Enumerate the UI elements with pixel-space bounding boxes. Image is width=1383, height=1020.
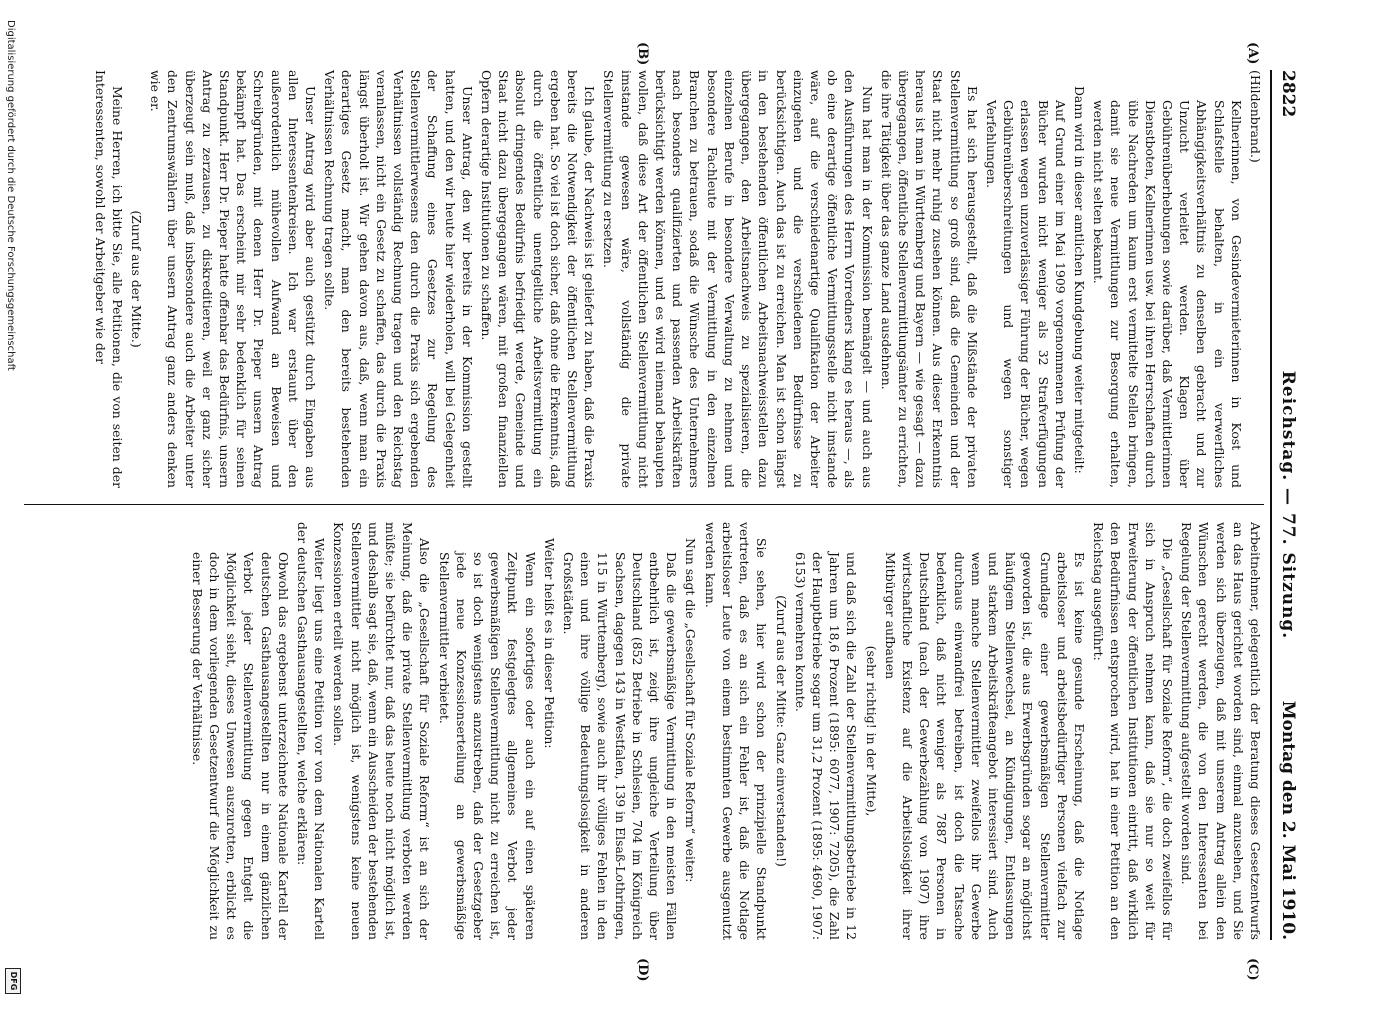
margin-marker-d: (D) — [635, 958, 650, 982]
paragraph: Dann wird in dieser amtlichen Kundgebung weiter mitgeteilt: — [1071, 86, 1087, 474]
paragraph: Die „Gesellschaft für Soziale Reform“, die doch zweifellos für sich in Anspruch nehmen kann, daß sie nur so weit für Erweiterung der öffentlichen Institutionen eintritt, daß wirklich den Bedürfnissen entsprochen wird, hat in einer Petition an den Reichstag ausgeführt: — [1091, 522, 1175, 940]
paragraph: Auf Grund einer im Mai 1909 vorgenommenen Prüfung der Bücher wurden nicht weniger als 32 Strafverfügungen erlassen wegen unzuverlässiger Führung der Bücher, wegen Gebührenüberschreitungen und wegen sonstiger Verfehlungen. — [983, 100, 1068, 488]
paragraph: Daß die gewerbsmäßige Vermittlung in den meisten Fällen entbehrlich ist, zeigt ihre ungleiche Verteilung über Deutschland (852 Betriebe in Schlesien, 704 im Königreich Sachsen, dagegen 143 in Westfalen, 139 in Elsaß-Lothringen, 115 in Württemberg), sowie auch ihr völliges Fehlen in den einen und ihre völlige Bedeutungslosigkeit in anderen Großstädten. — [561, 552, 680, 940]
paragraph: Sie sehen, hier wird schon der prinzipielle Standpunkt vertreten, daß es an sich ein Fehler ist, daß die Notlage arbeitsloser Leute von einem bestimmten Gewerbe ausgenutzt werden kann. — [702, 522, 770, 940]
session-title: Reichstag. — 77. Sitzung. — [1278, 370, 1298, 640]
margin-marker-b: (B) — [635, 42, 650, 66]
margin-marker-a: (A) — [1245, 42, 1260, 65]
paragraph: (sehr richtig! in der Mitte), — [863, 645, 879, 817]
paragraph: Obwohl das ergebenst unterzeichnete Nationale Kartell der deutschen Gasthausangestellten nur in einem gänzlichen Verbot jeder Stellenvermittlung gegen Entgelt die Möglichkeit sieht, dieses Unwesen auszurotten, erblickt es doch in dem vorliegenden Gesetzentwurf die Möglichkeit zu einer Besserung der Verhältnisse. — [189, 552, 291, 940]
paragraph: Nun hat man in der Kommission bemängelt — und auch aus den Ausführungen des Herrn Vorredners klang es heraus —, als ob eine derartige öffentliche Vermittlungsstelle nicht imstande wäre, auf die verschiedenartige Qualifikation der Arbeiter einzugehen und die verschiedenen Bedürfnisse zu berücksichtigen. Auch das ist zu erreichen. Man ist schon längst in den bestehenden öffentlichen Arbeitsnachweisstellen dazu übergegangen, den Arbeitsnachweis zu spezialisieren, die einzelnen Berufe in besondere Verwaltung zu nehmen und besondere Fachleute mit der Vermittlung in den einzelnen Branchen zu betrauen, sodaß die Wünsche des Unternehmers nach besonders qualifizierten und passenden Arbeitskräften berücksichtigt werden können, und es wird niemand behaupten wollen, daß diese Art der öffentlichen Stellenvermittlung nicht imstande gewesen wäre, vollständig die private Stellenvermittlung zu ersetzen. — [601, 70, 875, 488]
paragraph: Nun sagt die „Gesellschaft für Soziale Reform“ weiter: — [683, 538, 699, 883]
paragraph: Arbeitnehmer, gelegentlich der Beratung dieses Gesetzentwurfs an das Haus gerichtet worden sind, einmal anzusehen, und Sie werden sich überzeugen, daß mit unserem Antrag allein den Wünschen gerecht werden, die von den Interessenten bei Regelung der Stellenvermittlung aufgestellt worden sind. — [1179, 522, 1263, 940]
session-date: Montag den 2. Mai 1910. — [1278, 700, 1298, 940]
paragraph: Wenn ein sofortiges oder auch ein auf einen späteren Zeitpunkt festgelegtes allgemeines Verbot jeder gewerbsmäßigen Stellenvermittlung nicht zu erreichen ist, so ist doch wenigstens anzustreben, daß der Gesetzgeber jede neue Konzessionserteilung an gewerbsmäßige Stellenvermittler verbietet. — [436, 552, 538, 940]
page-header — [1270, 70, 1302, 940]
paragraph: Weiter heißt es in dieser Petition: — [541, 538, 557, 749]
paragraph: Unser Antrag, den wir bereits in der Kommission gestellt hatten, und den wir heute hier wiederholen, will bei Gelegenheit der Schaffung eines Gesetzes zur Regelung des Stellenvermittlerwesens den durch die Praxis sich ergebenden Verhältnissen vollständig Rechnung tragen und den Reichstag veranlassen, nicht ein Gesetz zu schaffen, das durch die Praxis längst überholt ist. Wir gehen davon aus, daß, wenn man ein derartiges Gesetz macht, man den bereits bestehenden Verhältnissen Rechnung tragen sollte. — [322, 70, 475, 488]
paragraph: Es ist keine gesunde Erscheinung, daß die Notlage arbeitsloser und arbeitsbedürftiger Personen vielfach zur Grundlage einer gewerbsmäßigen Stellenvermittler geworden ist, die aus Erwerbsgründen sogar an möglichst häufigem Stellenwechsel, an Kündigungen, Entlassungen und starkem Arbeitskräfteangebot interessiert sind. Auch wenn manche Stellenvermittler zweifellos ihr Gewerbe durchaus einwandfrei betreiben, ist doch die Tatsache bedenklich, daß nicht weniger als 7887 Personen in Deutschland (nach der Gewerbezählung von 1907) ihre wirtschaftliche Existenz auf die Arbeitslosigkeit ihrer Mitbürger aufbauen — [882, 552, 1087, 940]
paragraph: (Zuruf aus der Mitte: Ganz einverstanden!) — [773, 595, 789, 867]
paragraph: (Hildenbrand.) — [1248, 70, 1263, 163]
paragraph: und daß sich die Zahl der Stellenvermittlungsbetriebe in 12 Jahren um 18,6 Prozent (1895: 6077, 1907: 7205), die Zahl der Hauptbetriebe sogar um 31,2 Prozent (1895: 4690, 1907: 6153) vermehren konnte. — [792, 552, 860, 940]
paragraph: Kellnerinnen, von Gesindevermieterinnen in Kost und Schlafstelle behalten, in ein verwerfliches Abhängigkeitsverhältnis zu denselben gebracht und zur Unzucht verleitet werden. Klagen über Gebührenüberhebungen sowie darüber, daß Vermittlerinnen Dienstboten, Kellnerinnen usw. bei ihren Herrschaften durch üble Nachreden um kaum erst vermittelte Stellen bringen, damit sie neue Vermittlungen zur Besorgung erhalten, werden nicht selten bekannt. — [1091, 100, 1244, 488]
paragraph: Ich glaube, der Nachweis ist geliefert zu haben, daß die Praxis bereits die Notwendigkeit der öffentlichen Stellenvermittlung ergeben hat. So viel ist doch sicher, daß ohne die Erkenntnis, daß durch die öffentliche unentgeltliche Arbeitsvermittlung ein absolut dringendes Bedürfnis befriedigt werde, Gemeinde und Staat nicht dazu übergegangen wären, mit großen finanziellen Opfern derartige Institutionen zu schaffen. — [479, 70, 598, 488]
right-text-column — [24, 522, 1264, 940]
paragraph: (Zuruf aus der Mitte.) — [129, 210, 144, 348]
column-divider — [24, 504, 1264, 505]
dfg-logo: DFG — [5, 968, 21, 994]
left-text-column — [24, 70, 1264, 488]
paragraph: Es hat sich herausgestellt, daß die Mißstände der privaten Stellenvermittlung so groß sind, daß die Gemeinden und der Staat nicht mehr ruhig zusehen können. Aus dieser Erkenntnis heraus ist man in Württemberg und Bayern — wie gesagt — dazu übergegangen, öffentliche Stellenvermittlungsämter zu errichten, die ihre Tätigkeit über das ganze Land ausdehnen. — [878, 70, 980, 488]
paragraph: Unser Antrag wird aber auch gestützt durch Eingaben aus allen Interessentenkreisen. Ich war erstaunt über den außerordentlich mühevollen Aufwand an Beweisen und Schreibgründen, mit denen Herr Dr. Pieper unsern Antrag bekämpft hat. Das erscheint mir sehr bedenklich für seinen Standpunkt. Herr Dr. Pieper hatte offenbar das Bedürfnis, unsern Antrag zu zerzausen, zu diskreditieren, weil er ganz sicher überzeugt sein muß, daß insbesondere auch die Arbeiter unter den Zentrumswählern über unsern Antrag ganz anders denken wie er. — [148, 70, 319, 488]
digitization-credit: Digitalisierung gefördert durch die Deutsche Forschungsgemeinschaft — [5, 20, 16, 371]
paragraph: Also die „Gesellschaft für Soziale Reform“ ist an sich der Meinung, daß die private Stellenvermittlung verboten werden müßte; sie befürchtet nur, daß das heute noch nicht möglich ist, und deshalb sagt sie, daß, wenn ein Ausscheiden der bestehenden Stellenvermittler nicht möglich ist, wenigstens keine neuen Konzessionen erteilt werden sollen. — [331, 522, 433, 940]
paragraph: Weiter liegt uns eine Petition vor von dem Nationalen Kartell der deutschen Gasthausangestellten, welche erklären: — [295, 522, 328, 940]
margin-marker-c: (C) — [1245, 958, 1260, 981]
paragraph: Meine Herren, ich bitte Sie, alle Petitionen, die von seiten der Interessenten, sowohl der Arbeitgeber wie der — [92, 70, 125, 488]
page-number: 2822 — [1278, 70, 1298, 118]
